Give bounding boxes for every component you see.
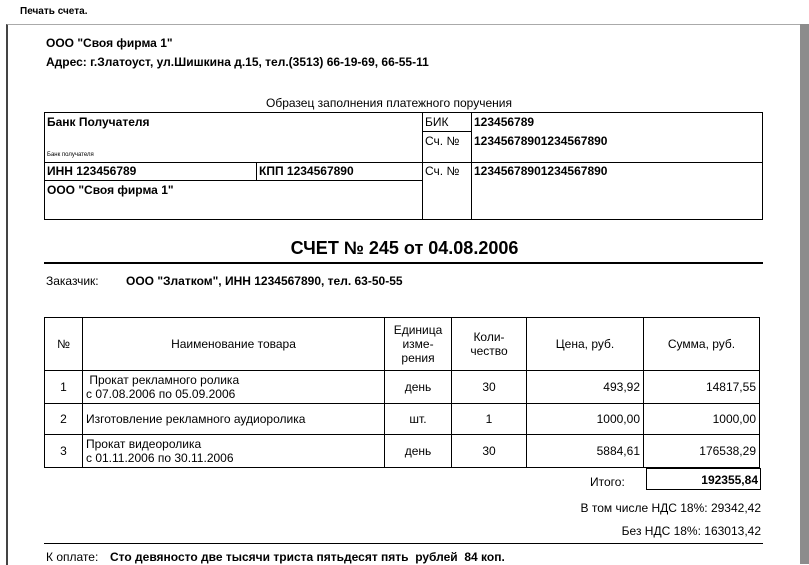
row-name [83, 371, 385, 404]
bank-label: Банк Получателя [47, 115, 150, 129]
header-unit: Единица изме-рения [385, 318, 452, 371]
row-qty: 1 [452, 404, 527, 435]
amount-without-vat: Без НДС 18%: 163013,42 [621, 524, 761, 538]
bank-small-label: Банк получателя [47, 152, 94, 158]
row-number: 1 [45, 371, 83, 404]
row-unit: шт. [385, 404, 452, 435]
vertical-scrollbar[interactable] [800, 24, 809, 564]
items-table [44, 317, 760, 468]
recipient-name: ООО "Своя фирма 1" [47, 183, 174, 197]
bank-details-box [44, 112, 763, 220]
row-name [83, 435, 385, 468]
customer-label: Заказчик: [46, 274, 99, 288]
row-name-line1: Прокат видеоролика [86, 437, 202, 451]
row-number: 2 [45, 404, 83, 435]
row-name-line2: с 07.08.2006 по 05.09.2006 [86, 387, 236, 401]
total-label: Итого: [590, 475, 625, 489]
recipient-account-label: Сч. № [425, 164, 460, 178]
seller-name: ООО "Своя фирма 1" [46, 36, 173, 50]
bik-label: БИК [425, 115, 449, 129]
row-sum: 176538,29 [644, 435, 760, 468]
total-value: 192355,84 [646, 468, 761, 490]
row-qty: 30 [452, 435, 527, 468]
table-header-row [45, 318, 760, 371]
bik-value: 123456789 [474, 115, 535, 129]
header-qty: Коли-чество [452, 318, 527, 371]
inn-label: ИНН 123456789 [47, 164, 137, 178]
header-price: Цена, руб. [527, 318, 644, 371]
row-sum: 14817,55 [644, 371, 760, 404]
bottom-divider [44, 543, 763, 544]
kpp-label: КПП 1234567890 [259, 164, 354, 178]
recipient-account-value: 12345678901234567890 [474, 164, 608, 178]
table-row [45, 371, 760, 404]
customer-value: ООО "Златком", ИНН 1234567890, тел. 63-50-55 [126, 274, 403, 288]
account-label: Сч. № [425, 134, 460, 148]
row-unit: день [385, 371, 452, 404]
payment-label: К оплате: [46, 550, 99, 564]
window-title: Печать счета. [20, 6, 88, 17]
invoice-title: СЧЕТ № 245 от 04.08.2006 [290, 238, 519, 258]
vat-included: В том числе НДС 18%: 29342,42 [580, 501, 761, 515]
title-divider [44, 262, 763, 264]
row-number: 3 [45, 435, 83, 468]
header-name: Наименование товара [83, 318, 385, 371]
account-value: 12345678901234567890 [474, 134, 608, 148]
row-price: 5884,61 [527, 435, 644, 468]
header-sum: Сумма, руб. [644, 318, 760, 371]
payment-order-caption: Образец заполнения платежного поручения [266, 96, 512, 110]
header-number: № [45, 318, 83, 371]
row-name-line1: Прокат рекламного ролика [86, 373, 240, 387]
payment-amount-words: Сто девяносто две тысячи триста пятьдесят пять рублей 84 коп. [110, 550, 505, 564]
row-name: Изготовление рекламного аудиоролика [83, 404, 385, 435]
row-unit: день [385, 435, 452, 468]
seller-address: Адрес: г.Златоуст, ул.Шишкина д.15, тел.(3513) 66-19-69, 66-55-11 [46, 55, 429, 69]
table-row [45, 404, 760, 435]
row-price: 493,92 [527, 371, 644, 404]
row-name-line2: с 01.11.2006 по 30.11.2006 [86, 451, 234, 465]
row-sum: 1000,00 [644, 404, 760, 435]
row-qty: 30 [452, 371, 527, 404]
row-price: 1000,00 [527, 404, 644, 435]
table-row [45, 435, 760, 468]
